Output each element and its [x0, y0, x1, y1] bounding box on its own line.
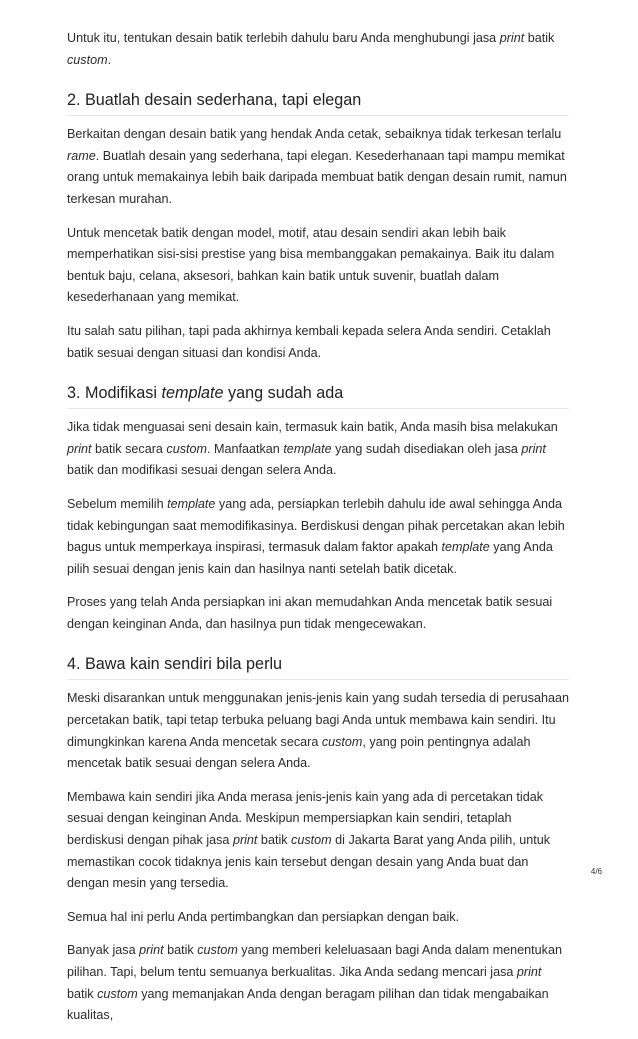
italic-term: print — [67, 441, 92, 456]
text-run: batik dan modifikasi sesuai dengan selera Anda. — [67, 463, 337, 478]
text-run: yang sudah ada — [223, 384, 344, 403]
section-heading — [67, 382, 569, 409]
text-run: Proses yang telah Anda persiapkan ini akan memudahkan Anda mencetak batik sesuai dengan keinginan Anda, dan hasilnya pun tidak mengecewakan. — [67, 595, 553, 631]
document-body — [67, 28, 569, 1039]
text-run: yang memanjakan Anda dengan beragam pilihan dan tidak mengabaikan kualitas, — [67, 986, 549, 1023]
italic-term: custom — [97, 986, 138, 1001]
italic-term: custom — [197, 943, 238, 958]
italic-term: template — [161, 384, 224, 403]
italic-term: print — [521, 441, 546, 456]
paragraph — [67, 223, 569, 309]
paragraph — [67, 688, 569, 774]
italic-term: custom — [67, 52, 108, 67]
text-run: Untuk itu, tentukan desain batik terlebih dahulu baru Anda menghubungi jasa — [67, 31, 500, 45]
italic-term: print — [499, 31, 525, 45]
text-run: Berkaitan dengan desain batik yang hendak Anda cetak, sebaiknya tidak terkesan terlalu — [67, 127, 562, 142]
text-run: yang Anda pilih sesuai dengan jenis kain dan hasilnya nanti setelah batik dicetak. — [67, 540, 553, 576]
text-run: Semua hal ini perlu Anda pertimbangkan dan persiapkan dengan baik. — [67, 909, 460, 924]
italic-term: custom — [166, 441, 207, 456]
text-run: Jika tidak menguasai seni desain kain, termasuk kain batik, Anda masih bisa melakukan — [67, 420, 558, 435]
italic-term: print — [516, 965, 542, 979]
text-run: yang memberi keleluasaan bagi Anda dalam menentukan pilihan. Tapi, belum tentu semuanya berkualitas. Jika Anda sedang mencari jasa — [67, 943, 562, 979]
text-run: Itu salah satu pilihan, tapi pada akhirnya kembali kepada selera Anda sendiri. Cetaklah batik sesuai dengan situasi dan kondisi Anda. — [67, 323, 551, 360]
italic-term: print — [232, 833, 258, 848]
italic-term: print — [139, 943, 164, 958]
text-run: . Buatlah desain yang sederhana, tapi elegan. Kesederhanaan tapi mampu memikat orang untuk memakainya lebih baik daripada membuat batik dengan desain rumit, namun terkesan murahan. — [67, 148, 567, 206]
italic-term: template — [441, 540, 490, 555]
section-heading — [67, 653, 569, 680]
paragraph — [67, 417, 569, 482]
paragraph — [67, 28, 569, 71]
italic-term: custom — [321, 734, 363, 749]
italic-term: custom — [291, 833, 332, 848]
text-run: . Manfaatkan — [207, 441, 284, 456]
paragraph — [67, 940, 569, 1026]
text-run: batik — [524, 31, 555, 45]
text-run: Membawa kain sendiri jika Anda merasa jenis-jenis kain yang ada di percetakan tidak sesuai dengan keinginan Anda. Meskipun mempersiapkan kain sendiri, tetaplah berdiskusi dengan pihak jasa — [67, 789, 544, 848]
paragraph — [67, 592, 569, 635]
text-run: 2. Buatlah desain sederhana, tapi elegan — [67, 91, 362, 110]
text-run: , yang poin pentingnya adalah mencetak batik sesuai dengan selera Anda. — [67, 734, 531, 771]
italic-term: template — [167, 496, 216, 511]
italic-term: rame — [67, 148, 96, 163]
text-run: 3. Modifikasi — [67, 384, 162, 403]
text-run: batik secara — [91, 441, 167, 456]
text-run: yang ada, persiapkan terlebih dahulu ide awal sehingga Anda tidak kebingungan saat memodifikasinya. Berdiskusi dengan pihak percetakan akan lebih bagus untuk memperkaya inspirasi, termasuk dalam faktor apakah — [67, 496, 565, 555]
page-number: 4/6 — [590, 867, 602, 876]
text-run: . — [107, 52, 112, 67]
section-heading — [67, 89, 569, 116]
text-run: batik — [163, 943, 198, 958]
text-run: Meski disarankan untuk menggunakan jenis-jenis kain yang sudah tersedia di perusahaan percetakan batik, tapi tetap terbuka peluang bagi Anda untuk membawa kain sendiri. Itu dimungkinkan karena Anda mencetak secara — [67, 691, 569, 749]
text-run: batik — [67, 986, 98, 1001]
text-run: Banyak jasa — [67, 943, 140, 958]
text-run: batik — [257, 833, 292, 848]
text-run: di Jakarta Barat yang Anda pilih, untuk memastikan cocok tidaknya jenis kain tersebut dengan desain yang Anda buat dan dengan mesin yang tersedia. — [67, 833, 551, 891]
paragraph — [67, 124, 569, 210]
paragraph — [67, 907, 569, 929]
text-run: 4. Bawa kain sendiri bila perlu — [67, 655, 283, 674]
text-run: yang sudah disediakan oleh jasa — [331, 441, 522, 456]
paragraph — [67, 494, 569, 580]
text-run: Untuk mencetak batik dengan model, motif, atau desain sendiri akan lebih baik memperhatikan sisi-sisi prestise yang bisa membanggakan pemakainya. Baik itu dalam bentuk baju, celana, aksesori, bahkan kain batik untuk suvenir, buatlah dalam kesederhanaan yang memikat. — [67, 225, 555, 305]
paragraph — [67, 787, 569, 895]
italic-term: template — [283, 441, 332, 456]
paragraph — [67, 321, 569, 364]
text-run: Sebelum memilih — [67, 496, 168, 511]
